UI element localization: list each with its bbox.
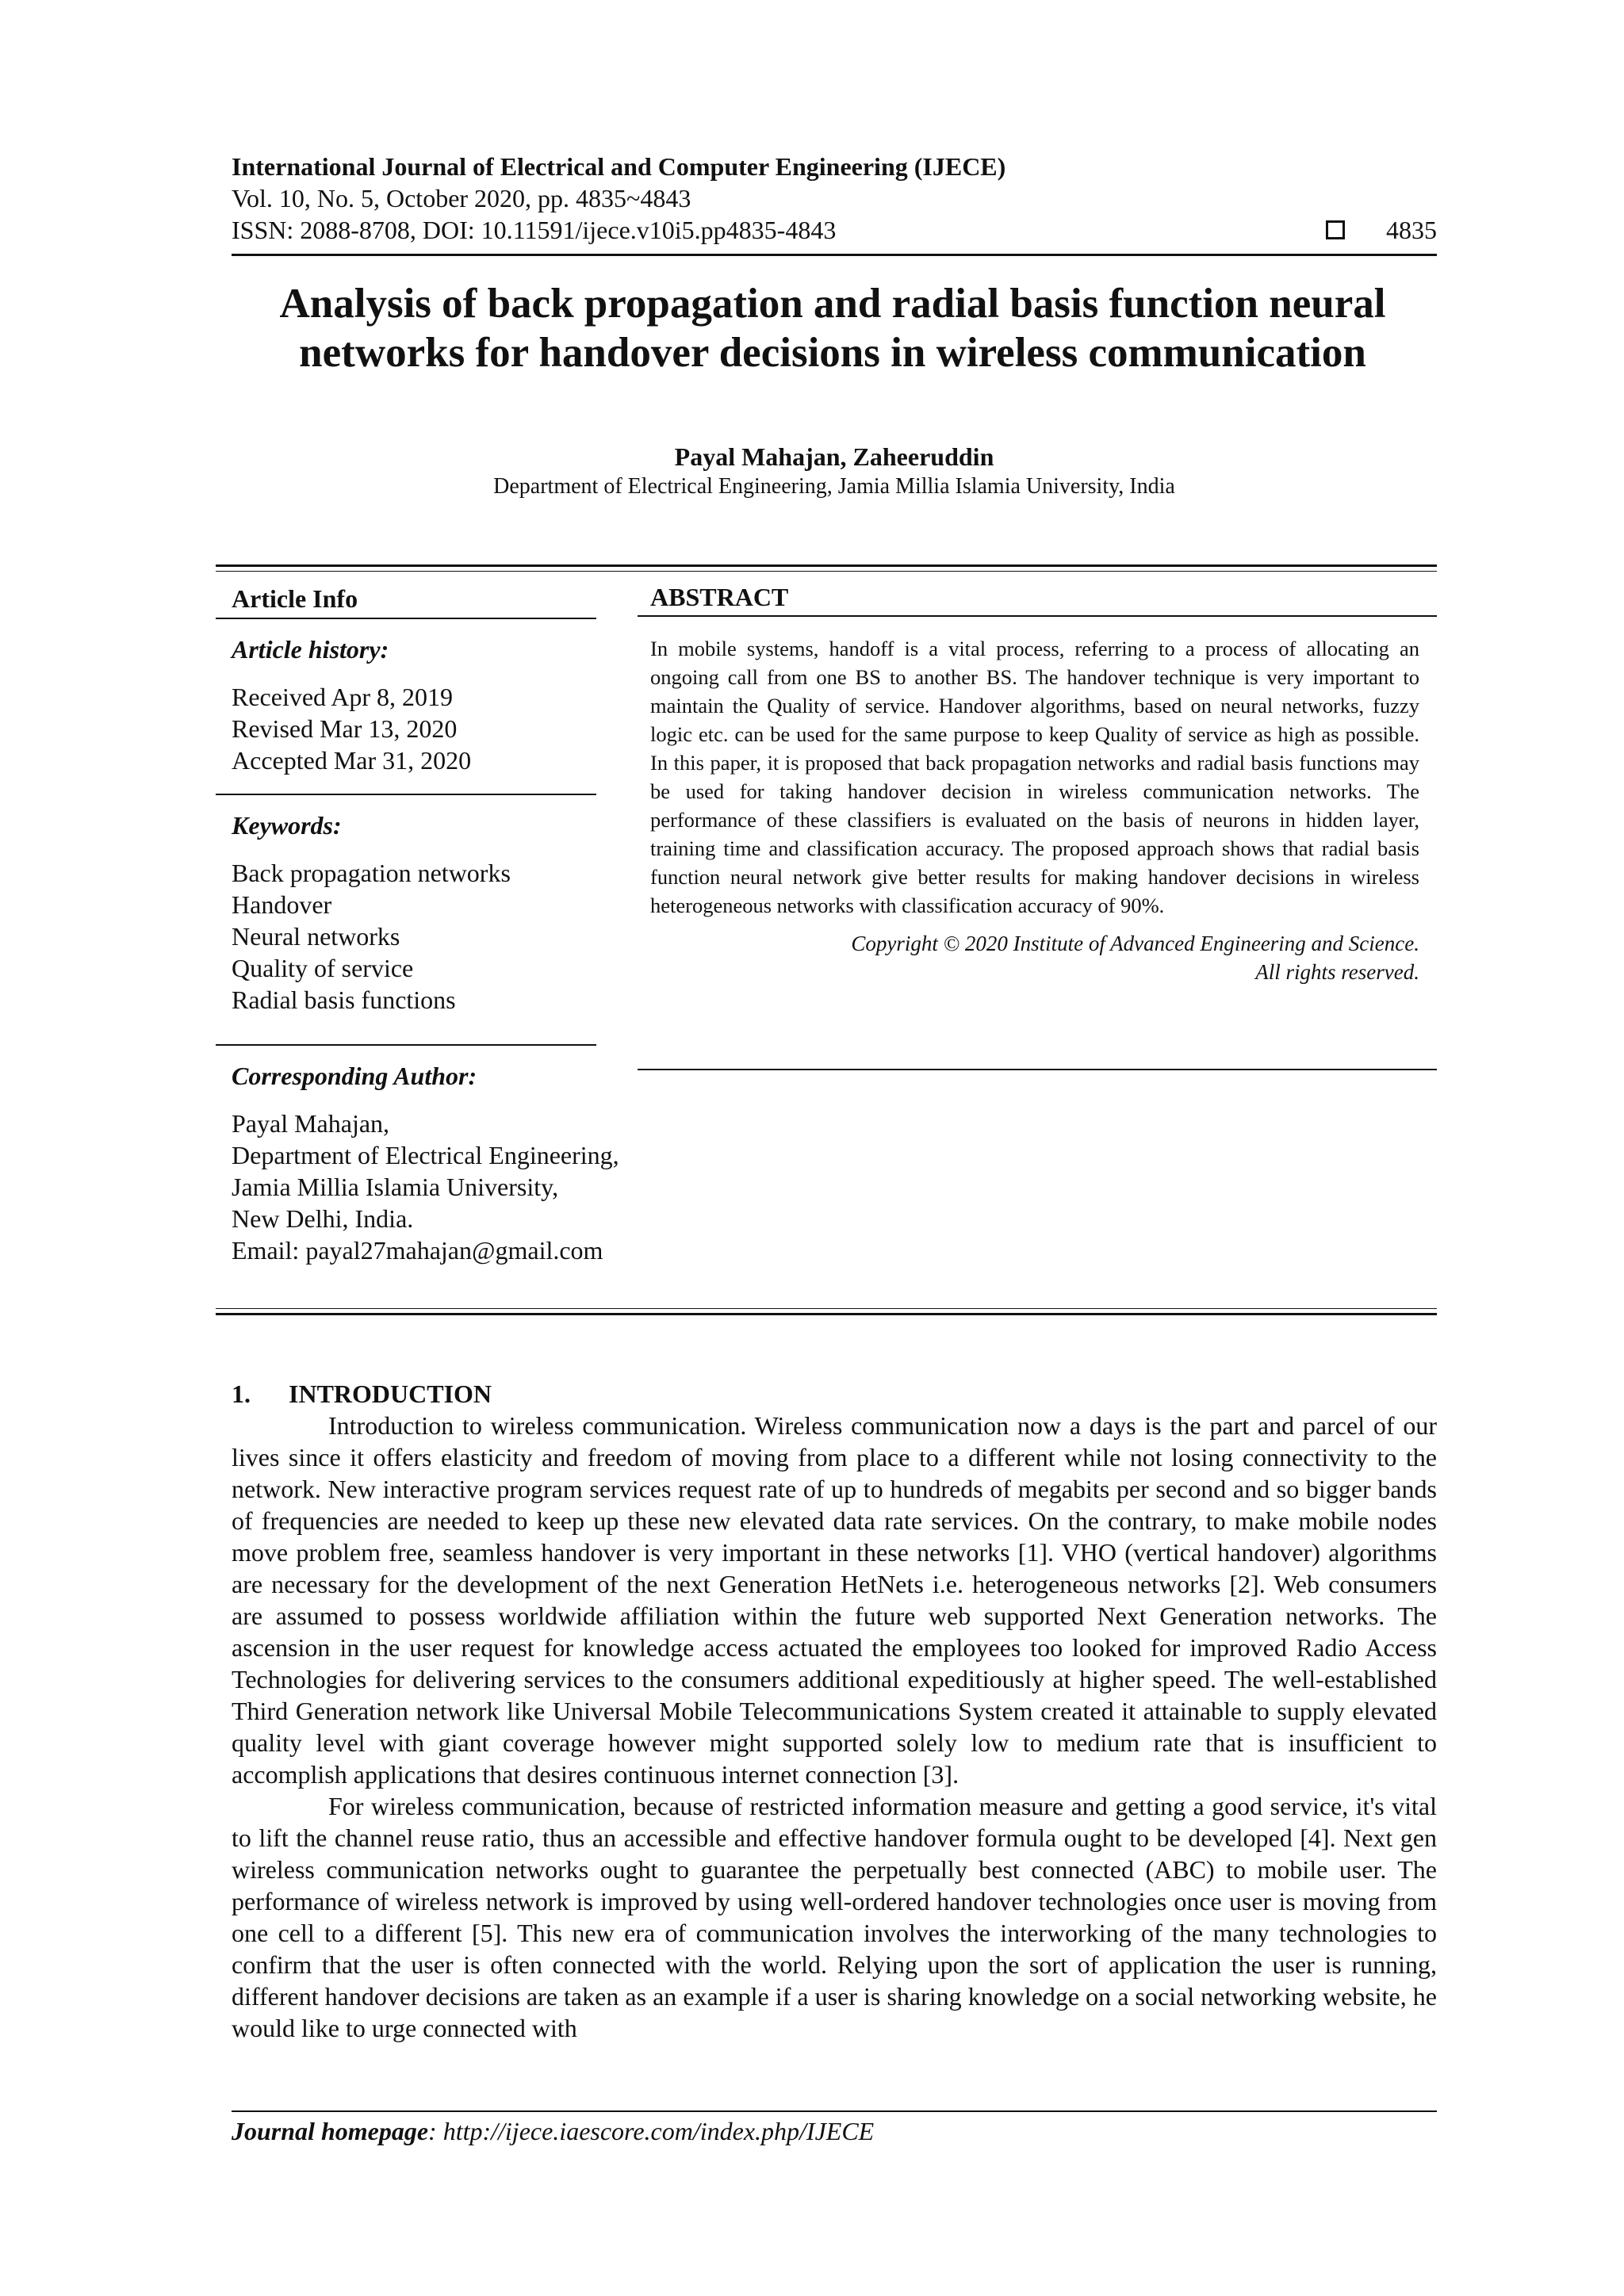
- header-rule: [232, 254, 1437, 256]
- abstract-column: [650, 583, 1437, 986]
- introduction-heading: 1. INTRODUCTION: [232, 1380, 492, 1408]
- keyword-item: Quality of service: [232, 954, 414, 982]
- corresponding-department: Department of Electrical Engineering,: [232, 1141, 619, 1169]
- page-number: 4835: [1386, 216, 1437, 244]
- abstract-bottom-rule: [638, 1069, 1437, 1070]
- history-accepted: Accepted Mar 31, 2020: [232, 746, 472, 775]
- paper-title: [198, 279, 1467, 377]
- introduction-paragraph-1: Introduction to wireless communication. Wireless communication now a days is the part and parcel of our lives since it offers elasticity and freedom of moving from place to a different while not losing connectivity to the network. New interactive program services request rate of up to hundreds of megabits per second and so bigger bands of frequencies are needed to keep up these new elevated data rate services. On the contrary, to make mobile nodes move problem free, seamless handover is very important in these networks [1]. VHO (vertical handover) algorithms are necessary for the development of the next Generation HetNets i.e. heterogeneous networks [2]. Web consumers are assumed to possess worldwide affiliation within the future web supported Next Generation networks. The ascension in the user request for knowledge access actuated the employees too looked for improved Radio Access Technologies for delivering services to the consumers additional expeditiously at higher speed. The well-established Third Generation network like Universal Mobile Telecommunications System created it attainable to supply elevated quality level with giant coverage however might supported solely low to medium rate that is insufficient to accomplish applications that desires continuous internet connection [3].: [232, 1411, 1437, 1789]
- journal-homepage-label: Journal homepage: [232, 2117, 429, 2145]
- journal-homepage-link[interactable]: : http://ijece.iaescore.com/index.php/IJECE: [428, 2117, 875, 2145]
- article-info-rule: [216, 618, 596, 619]
- info-box-top-rule: [216, 564, 1437, 572]
- keyword-item: Handover: [232, 890, 332, 919]
- history-received: Received Apr 8, 2019: [232, 683, 454, 711]
- keyword-item: Back propagation networks: [232, 859, 511, 887]
- issn-doi-line: ISSN: 2088-8708, DOI: 10.11591/ijece.v10i5.pp4835-4843: [232, 216, 837, 244]
- history-rule: [216, 794, 596, 795]
- corresponding-university: Jamia Millia Islamia University,: [232, 1173, 559, 1201]
- journal-title: International Journal of Electrical and Computer Engineering (IJECE): [232, 152, 1006, 181]
- journal-homepage-footer: [232, 2117, 874, 2146]
- keyword-item: Neural networks: [232, 922, 400, 951]
- checkbox-square-icon: [1326, 220, 1345, 239]
- corresponding-city: New Delhi, India.: [232, 1204, 414, 1233]
- article-info-column: [232, 583, 619, 1266]
- paper-title-line-1: Analysis of back propagation and radial basis function neural: [279, 281, 1386, 327]
- authors: Payal Mahajan, Zaheeruddin: [674, 442, 994, 471]
- history-revised: Revised Mar 13, 2020: [232, 714, 458, 743]
- journal-header: [232, 151, 1437, 246]
- footer-rule: [232, 2110, 1437, 2112]
- copyright-line-1: Copyright © 2020 Institute of Advanced Engineering and Science.: [851, 932, 1419, 955]
- corresponding-author-details: [232, 1108, 676, 1266]
- paper-title-line-2: networks for handover decisions in wireless communication: [299, 330, 1366, 376]
- affiliation: Department of Electrical Engineering, Jamia Millia Islamia University, India: [493, 474, 1175, 499]
- keywords-title: Keywords:: [232, 811, 342, 840]
- corresponding-email: Email: payal27mahajan@gmail.com: [232, 1236, 603, 1265]
- abstract-text: In mobile systems, handoff is a vital process, referring to a process of allocating an ongoing call from one BS to another BS. The handover technique is very important to maintain the Quality of service. Handover algorithms, based on neural networks, fuzzy logic etc. can be used for the same purpose to keep Quality of service as high as possible. In this paper, it is proposed that back propagation networks and radial basis functions may be used for taking handover decision in wireless communication networks. The performance of these classifiers is evaluated on the basis of neurons in hidden layer, training time and classification accuracy. The proposed approach shows that radial basis function neural network give better results for making handover decisions in wireless heterogeneous networks with classification accuracy of 90%.: [650, 637, 1419, 917]
- introduction-paragraph-2: For wireless communication, because of restricted information measure and getting a good service, it's vital to lift the channel reuse ratio, thus an accessible and effective handover formula ought to be developed [4]. Next gen wireless communication networks ought to guarantee the perpetually best connected (ABC) to mobile user. The performance of wireless network is improved by using well-ordered handover technologies once user is moving from one cell to a different [5]. This new era of communication involves the interworking of the many technologies to confirm that the user is often connected with the world. Relying upon the sort of application the user is running, different handover decisions are taken as an example if a user is sharing knowledge on a social networking website, he would like to urge connected with: [232, 1792, 1437, 2042]
- abstract-heading: ABSTRACT: [650, 583, 789, 611]
- copyright-line-2: All rights reserved.: [1255, 960, 1419, 984]
- corresponding-name: Payal Mahajan,: [232, 1109, 390, 1138]
- abstract-rule: [638, 615, 1437, 617]
- article-history-list: [232, 681, 596, 776]
- article-history-title: Article history:: [232, 635, 389, 664]
- volume-line: Vol. 10, No. 5, October 2020, pp. 4835~4843: [232, 184, 691, 212]
- info-box-bottom-rule: [216, 1308, 1437, 1315]
- copyright-notice: [650, 929, 1419, 986]
- introduction-section: [232, 1378, 1437, 2044]
- corresponding-author-title: Corresponding Author:: [232, 1062, 477, 1090]
- keywords-list: [232, 857, 596, 1016]
- keyword-item: Radial basis functions: [232, 985, 456, 1014]
- keywords-rule: [216, 1044, 596, 1046]
- article-info-heading: Article Info: [232, 584, 358, 613]
